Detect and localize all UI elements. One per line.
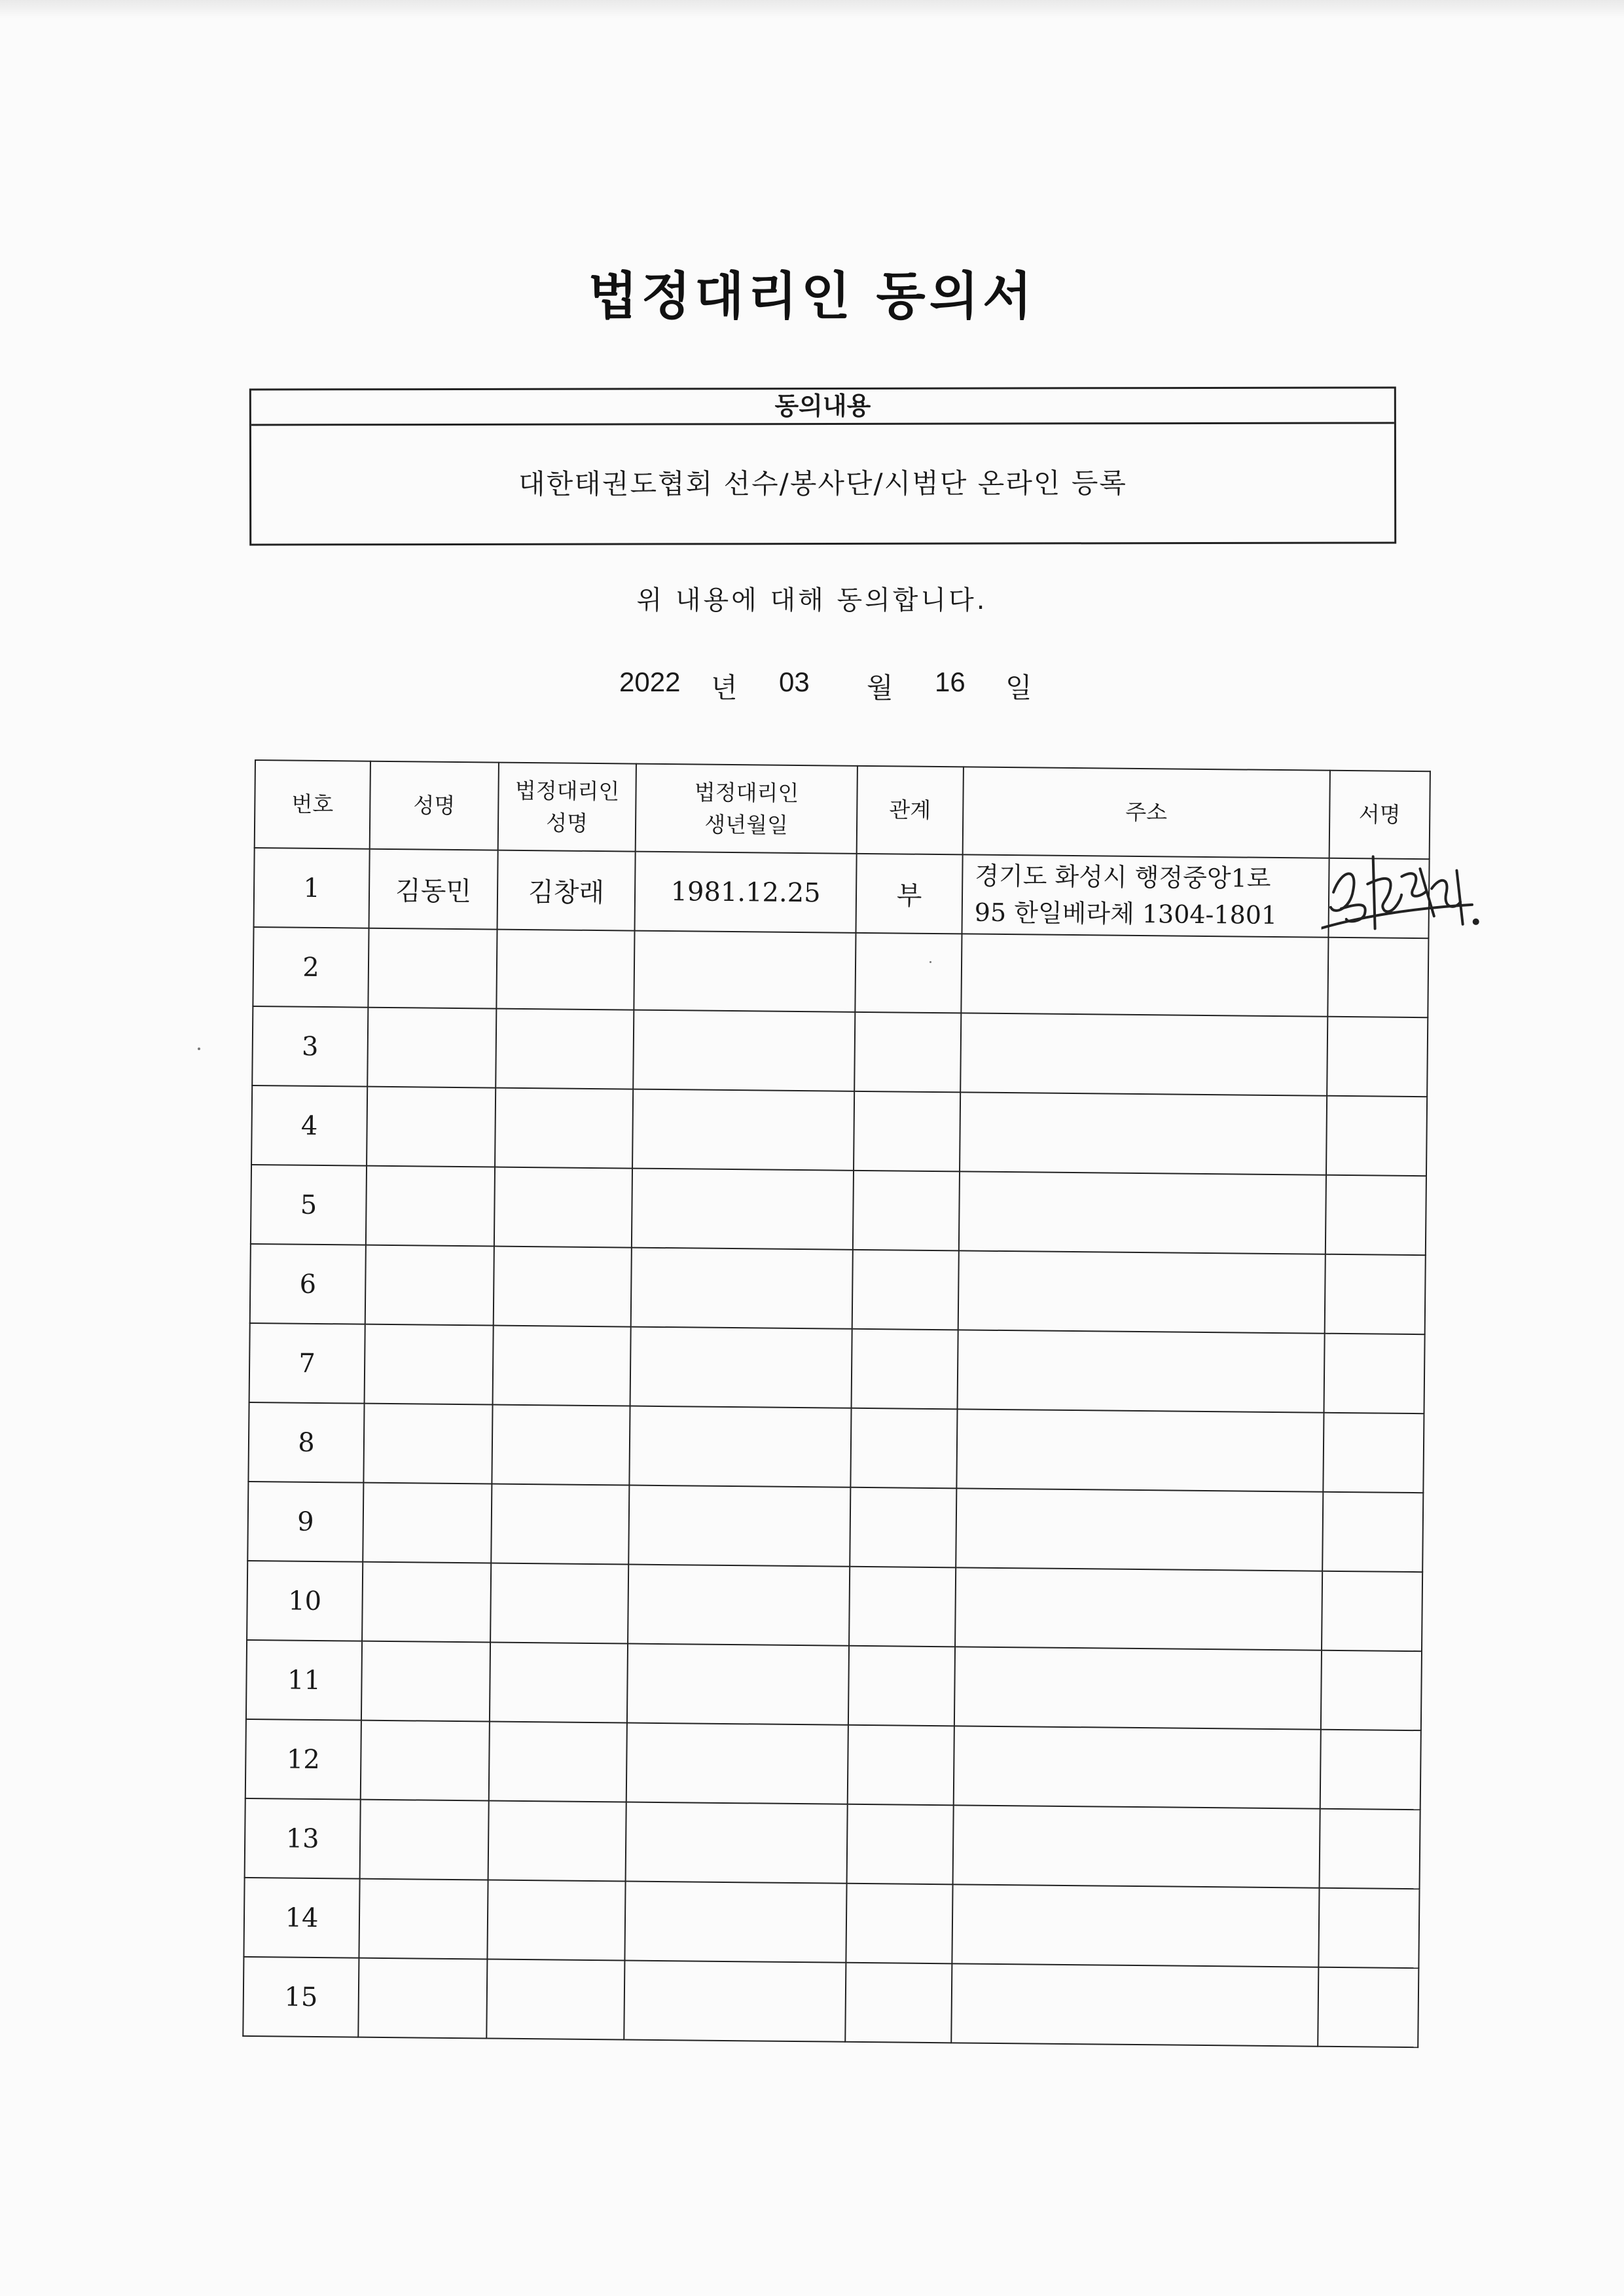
date-line	[0, 666, 1624, 706]
scan-edge	[0, 0, 1624, 18]
cell-no: 7	[249, 1323, 365, 1404]
cell-signature	[1326, 1096, 1427, 1176]
table-row	[244, 1878, 1419, 1968]
cell-relation	[852, 1329, 958, 1410]
cell-relation	[850, 1408, 957, 1489]
table-row	[247, 1482, 1423, 1572]
cell-address: 경기도 화성시 행정중앙1로 95 한일베라체 1304-1801	[962, 854, 1329, 937]
cell-guardian-birth	[634, 931, 856, 1012]
agreement-statement: 위 내용에 대해 동의합니다.	[636, 585, 988, 615]
cell-signature	[1321, 1650, 1422, 1730]
cell-signature	[1325, 1254, 1426, 1334]
table-row	[243, 1957, 1418, 2047]
cell-guardian-birth	[628, 1565, 850, 1646]
cell-guardian-birth	[630, 1327, 852, 1408]
cell-no: 2	[253, 927, 369, 1008]
date-year: 2022	[619, 666, 681, 697]
cell-no: 10	[247, 1561, 363, 1641]
cell-no: 13	[245, 1798, 361, 1879]
table-row	[248, 1402, 1424, 1493]
cell-no: 8	[248, 1402, 364, 1483]
cell-guardian-birth	[632, 1089, 854, 1171]
cell-name	[361, 1721, 490, 1801]
cell-relation	[848, 1646, 955, 1726]
table-row	[253, 927, 1428, 1017]
cell-name	[365, 1324, 494, 1405]
cell-guardian-birth	[632, 1169, 854, 1250]
table-row	[245, 1798, 1420, 1889]
cell-guardian-birth	[629, 1406, 851, 1487]
cell-address	[956, 1409, 1324, 1491]
cell-guardian-name	[494, 1247, 632, 1327]
cell-name	[360, 1800, 489, 1880]
cell-relation	[852, 1250, 959, 1330]
cell-guardian-name	[495, 1088, 633, 1169]
cell-address	[956, 1488, 1323, 1571]
header-name: 성명	[370, 761, 499, 850]
table-row	[246, 1640, 1422, 1730]
cell-guardian-birth	[627, 1644, 849, 1725]
cell-no: 9	[247, 1482, 363, 1562]
cell-relation	[854, 1091, 960, 1172]
cell-guardian-birth	[631, 1248, 853, 1329]
cell-signature	[1328, 858, 1429, 938]
consent-box-header: 동의내용	[251, 388, 1394, 426]
guardian-table	[242, 759, 1431, 2048]
table-row	[247, 1561, 1422, 1651]
cell-no: 11	[246, 1640, 362, 1721]
cell-guardian-name	[490, 1643, 628, 1723]
header-guardian-name: 법정대리인 성명	[498, 763, 636, 852]
consent-box-content: 대한태권도협회 선수/봉사단/시범단 온라인 등록	[518, 467, 1127, 500]
cell-signature	[1318, 1967, 1418, 2047]
cell-relation	[849, 1567, 956, 1647]
table-body	[243, 848, 1429, 2047]
cell-address	[958, 1250, 1326, 1333]
cell-address	[951, 1963, 1318, 2046]
cell-name	[366, 1166, 495, 1247]
cell-guardian-name	[486, 1959, 624, 2039]
cell-signature	[1326, 1175, 1426, 1255]
cell-relation	[853, 1171, 960, 1251]
cell-relation	[846, 1884, 952, 1964]
cell-name	[361, 1641, 490, 1722]
cell-relation	[847, 1804, 954, 1885]
cell-name	[367, 1087, 496, 1167]
cell-guardian-name	[496, 930, 634, 1010]
cell-name	[368, 928, 497, 1009]
cell-guardian-birth	[624, 1882, 846, 1963]
cell-address	[961, 934, 1328, 1016]
cell-guardian-name: 김창래	[497, 850, 636, 931]
cell-guardian-name	[496, 1009, 634, 1089]
document-title: 법정대리인 동의서	[588, 267, 1036, 326]
cell-relation	[854, 1012, 961, 1093]
cell-signature	[1327, 938, 1428, 1017]
cell-signature	[1320, 1809, 1420, 1889]
table-row	[250, 1244, 1426, 1334]
cell-address	[953, 1805, 1320, 1887]
consent-box	[249, 386, 1396, 545]
cell-relation: 부	[856, 854, 963, 934]
scan-speck	[929, 961, 931, 963]
header-no: 번호	[255, 760, 370, 849]
cell-guardian-name	[488, 1801, 626, 1882]
cell-relation	[850, 1487, 956, 1568]
cell-no: 5	[251, 1165, 367, 1245]
date-day-unit: 일	[1005, 672, 1032, 703]
cell-signature	[1322, 1571, 1422, 1651]
cell-address	[954, 1726, 1321, 1808]
cell-address	[958, 1330, 1325, 1412]
table-row	[251, 1165, 1426, 1255]
cell-address	[954, 1647, 1322, 1729]
date-day: 16	[935, 666, 965, 697]
cell-guardian-name	[493, 1326, 631, 1406]
table-row	[251, 1085, 1427, 1176]
cell-name	[358, 1958, 487, 2039]
cell-guardian-name	[492, 1405, 630, 1485]
cell-address	[960, 1013, 1327, 1095]
header-relation: 관계	[857, 766, 964, 855]
date-month-unit: 월	[867, 672, 893, 703]
cell-no: 12	[245, 1719, 361, 1800]
cell-signature	[1318, 1888, 1419, 1968]
cell-address	[960, 1092, 1327, 1175]
cell-name	[359, 1879, 488, 1959]
table-row	[254, 848, 1430, 938]
table-row	[245, 1719, 1421, 1810]
cell-no: 4	[251, 1085, 367, 1166]
cell-guardian-birth: 1981.12.25	[635, 852, 857, 933]
cell-guardian-name	[494, 1167, 632, 1248]
cell-no: 15	[243, 1957, 359, 2037]
cell-no: 1	[254, 848, 370, 928]
cell-guardian-birth	[633, 1010, 855, 1091]
header-address: 주소	[963, 767, 1330, 858]
cell-guardian-birth	[626, 1723, 848, 1804]
cell-guardian-name	[491, 1484, 629, 1565]
cell-name	[363, 1404, 492, 1484]
cell-signature	[1324, 1334, 1424, 1413]
cell-name	[363, 1483, 492, 1563]
cell-relation	[845, 1963, 952, 2043]
table-header-row	[255, 760, 1430, 859]
cell-signature	[1323, 1413, 1424, 1493]
cell-signature	[1320, 1730, 1421, 1810]
cell-guardian-name	[487, 1880, 625, 1961]
handwritten-signature-icon	[1321, 830, 1486, 943]
cell-no: 6	[250, 1244, 366, 1324]
cell-name: 김동민	[369, 849, 498, 930]
cell-address	[959, 1171, 1326, 1254]
cell-no: 3	[252, 1006, 368, 1087]
cell-relation	[848, 1725, 954, 1806]
cell-guardian-birth	[624, 1961, 846, 2042]
date-month: 03	[779, 666, 810, 697]
cell-name	[365, 1245, 494, 1326]
table-row	[249, 1323, 1425, 1413]
table-row	[252, 1006, 1428, 1097]
cell-guardian-name	[490, 1563, 628, 1644]
cell-guardian-birth	[628, 1485, 850, 1567]
cell-no: 14	[244, 1878, 359, 1958]
cell-address	[955, 1567, 1322, 1650]
cell-address	[952, 1884, 1319, 1967]
date-year-unit: 년	[711, 672, 738, 703]
header-guardian-birth: 법정대리인 생년월일	[636, 764, 857, 854]
guardian-table-wrap	[242, 759, 1431, 2048]
scan-speck	[198, 1048, 200, 1050]
cell-guardian-name	[489, 1722, 627, 1802]
cell-relation	[855, 933, 962, 1013]
cell-name	[367, 1008, 496, 1088]
cell-signature	[1322, 1492, 1423, 1572]
header-signature: 서명	[1329, 771, 1430, 859]
cell-signature	[1327, 1017, 1428, 1097]
cell-name	[362, 1562, 491, 1643]
cell-guardian-birth	[626, 1802, 848, 1884]
